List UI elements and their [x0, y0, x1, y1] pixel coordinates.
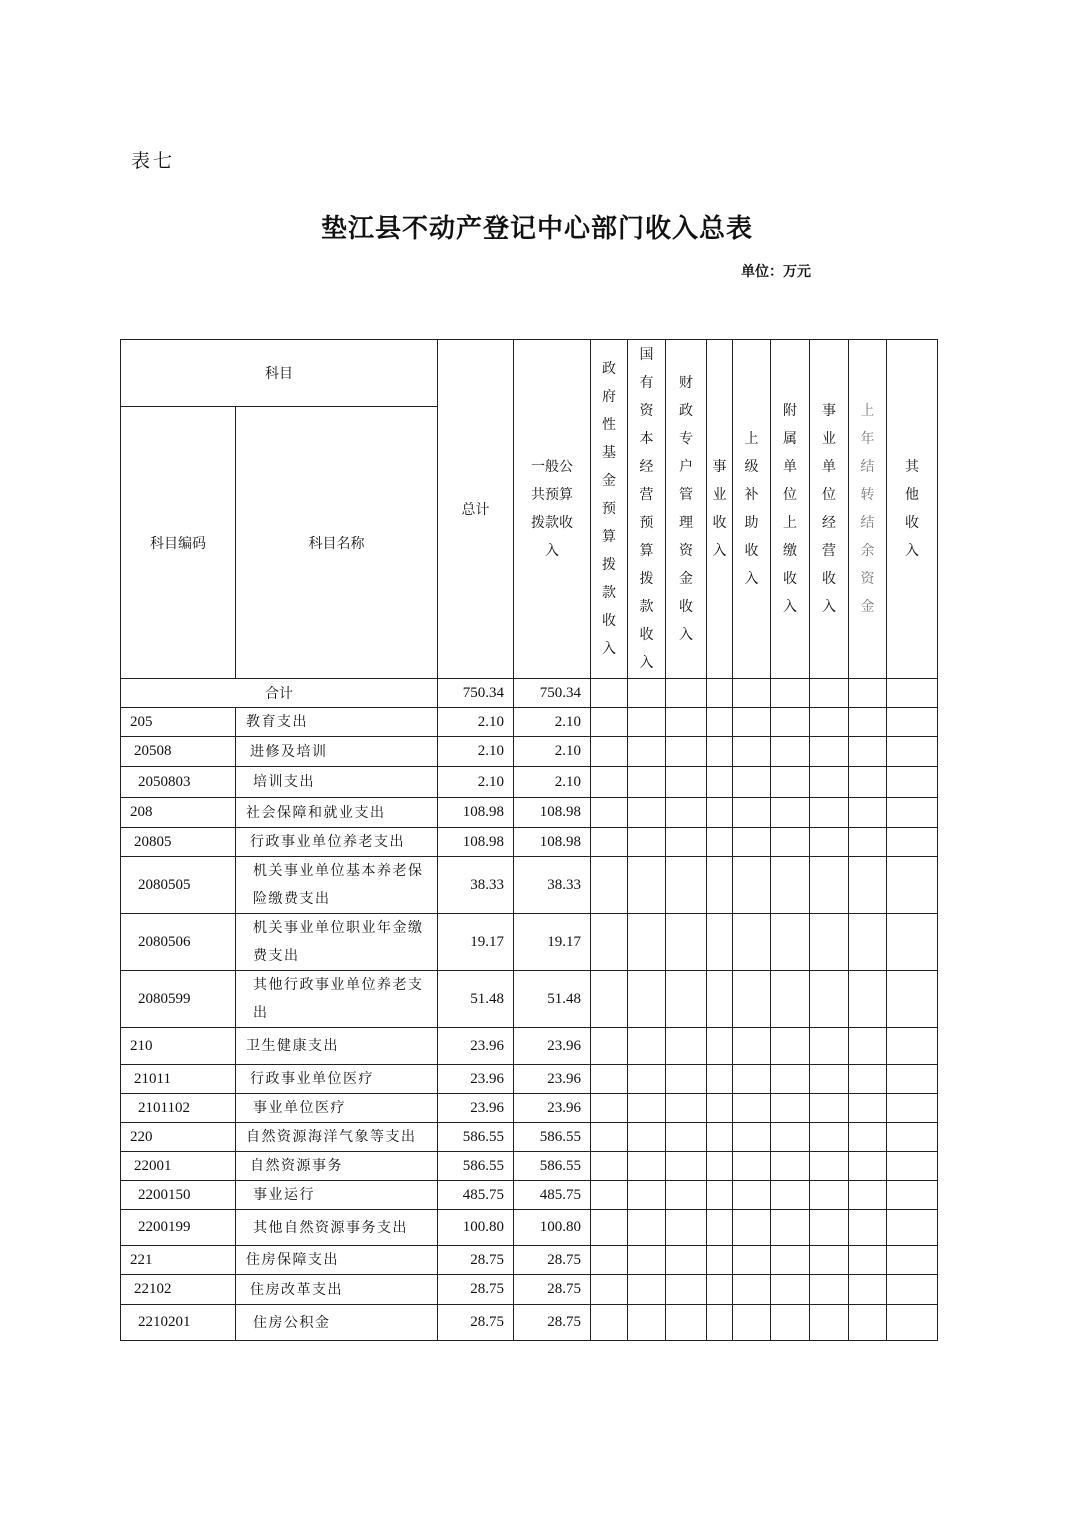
empty-cell [771, 914, 810, 971]
empty-cell [666, 1152, 707, 1181]
row-total: 2.10 [438, 767, 514, 798]
empty-cell [849, 679, 887, 708]
empty-cell [810, 1123, 849, 1152]
header-state-capital: 国有资本经营预算拨款收入 [628, 340, 666, 679]
empty-cell [887, 971, 938, 1028]
empty-cell [771, 828, 810, 857]
empty-cell [591, 1210, 628, 1246]
table-header [121, 340, 938, 679]
empty-cell [707, 1275, 733, 1305]
row-code: 208 [121, 798, 236, 828]
empty-cell [591, 914, 628, 971]
row-code: 221 [121, 1246, 236, 1275]
row-total: 28.75 [438, 1275, 514, 1305]
total-general: 750.34 [514, 679, 591, 708]
header-affiliated: 附属单位上缴收入 [771, 340, 810, 679]
table-row [121, 1210, 938, 1246]
empty-cell [591, 798, 628, 828]
row-total: 28.75 [438, 1305, 514, 1341]
empty-cell [849, 1305, 887, 1341]
row-total: 19.17 [438, 914, 514, 971]
empty-cell [733, 1028, 771, 1065]
document-title: 垫江县不动产登记中心部门收入总表 [320, 214, 753, 244]
empty-cell [771, 767, 810, 798]
empty-cell [707, 767, 733, 798]
row-total: 23.96 [438, 1094, 514, 1123]
income-summary-table [120, 339, 938, 1341]
empty-cell [771, 708, 810, 737]
row-name: 行政事业单位养老支出 [236, 828, 438, 857]
empty-cell [887, 828, 938, 857]
table-row [121, 1275, 938, 1305]
empty-cell [849, 1275, 887, 1305]
empty-cell [707, 1305, 733, 1341]
empty-cell [849, 828, 887, 857]
empty-cell [591, 708, 628, 737]
total-amount: 750.34 [438, 679, 514, 708]
empty-cell [733, 767, 771, 798]
total-label: 合计 [121, 679, 438, 708]
empty-cell [707, 914, 733, 971]
table-row [121, 1123, 938, 1152]
empty-cell [810, 1246, 849, 1275]
row-code: 205 [121, 708, 236, 737]
row-code: 22102 [121, 1275, 236, 1305]
empty-cell [771, 1305, 810, 1341]
header-code: 科目编码 [121, 407, 236, 679]
row-general: 38.33 [514, 857, 591, 914]
empty-cell [666, 679, 707, 708]
row-general: 23.96 [514, 1094, 591, 1123]
row-name: 进修及培训 [236, 737, 438, 767]
empty-cell [810, 1065, 849, 1094]
row-total: 485.75 [438, 1181, 514, 1210]
empty-cell [707, 857, 733, 914]
empty-cell [887, 1305, 938, 1341]
empty-cell [628, 1246, 666, 1275]
empty-cell [707, 971, 733, 1028]
empty-cell [810, 1210, 849, 1246]
empty-cell [849, 1246, 887, 1275]
empty-cell [849, 914, 887, 971]
empty-cell [591, 1246, 628, 1275]
empty-cell [771, 1210, 810, 1246]
empty-cell [771, 1275, 810, 1305]
row-name: 社会保障和就业支出 [236, 798, 438, 828]
empty-cell [666, 971, 707, 1028]
row-general: 586.55 [514, 1123, 591, 1152]
empty-cell [591, 1181, 628, 1210]
empty-cell [771, 1152, 810, 1181]
empty-cell [666, 1210, 707, 1246]
row-general: 485.75 [514, 1181, 591, 1210]
empty-cell [849, 1028, 887, 1065]
row-code: 22001 [121, 1152, 236, 1181]
row-general: 586.55 [514, 1152, 591, 1181]
empty-cell [887, 1275, 938, 1305]
empty-cell [771, 1181, 810, 1210]
header-subject: 科目 [121, 340, 438, 407]
row-total: 28.75 [438, 1246, 514, 1275]
empty-cell [733, 1181, 771, 1210]
row-total: 2.10 [438, 708, 514, 737]
empty-cell [666, 1028, 707, 1065]
empty-cell [771, 737, 810, 767]
empty-cell [849, 708, 887, 737]
row-code: 2080599 [121, 971, 236, 1028]
row-code: 20508 [121, 737, 236, 767]
table-row [121, 798, 938, 828]
empty-cell [733, 1246, 771, 1275]
empty-cell [810, 1275, 849, 1305]
table-row [121, 1305, 938, 1341]
header-other-income: 其他收入 [887, 340, 938, 679]
empty-cell [666, 1246, 707, 1275]
empty-cell [591, 857, 628, 914]
row-code: 2200150 [121, 1181, 236, 1210]
empty-cell [849, 857, 887, 914]
table-row [121, 1152, 938, 1181]
empty-cell [810, 737, 849, 767]
empty-cell [771, 798, 810, 828]
row-name: 其他行政事业单位养老支出 [236, 971, 438, 1028]
table-row [121, 767, 938, 798]
row-name: 自然资源海洋气象等支出 [236, 1123, 438, 1152]
empty-cell [628, 767, 666, 798]
row-total: 586.55 [438, 1123, 514, 1152]
empty-cell [628, 1094, 666, 1123]
empty-cell [666, 708, 707, 737]
empty-cell [628, 798, 666, 828]
empty-cell [666, 828, 707, 857]
empty-cell [591, 737, 628, 767]
table-row [121, 857, 938, 914]
empty-cell [733, 1152, 771, 1181]
row-code: 2200199 [121, 1210, 236, 1246]
empty-cell [733, 1065, 771, 1094]
header-total: 总计 [438, 340, 514, 679]
row-name: 事业运行 [236, 1181, 438, 1210]
header-business-income: 事业收入 [707, 340, 733, 679]
empty-cell [707, 1152, 733, 1181]
row-general: 108.98 [514, 798, 591, 828]
empty-cell [591, 1305, 628, 1341]
empty-cell [771, 1094, 810, 1123]
row-code: 2080505 [121, 857, 236, 914]
empty-cell [810, 1152, 849, 1181]
empty-cell [707, 1210, 733, 1246]
empty-cell [849, 1152, 887, 1181]
empty-cell [887, 914, 938, 971]
empty-cell [733, 914, 771, 971]
empty-cell [887, 708, 938, 737]
empty-cell [733, 971, 771, 1028]
row-total: 100.80 [438, 1210, 514, 1246]
row-name: 机关事业单位职业年金缴费支出 [236, 914, 438, 971]
row-general: 51.48 [514, 971, 591, 1028]
empty-cell [887, 679, 938, 708]
empty-cell [666, 1123, 707, 1152]
empty-cell [733, 737, 771, 767]
row-name: 卫生健康支出 [236, 1028, 438, 1065]
unit-label: 单位：万元 [741, 264, 811, 280]
empty-cell [771, 1028, 810, 1065]
header-general-budget: 一般公共预算拨款收入 [514, 340, 591, 679]
empty-cell [591, 1094, 628, 1123]
empty-cell [591, 828, 628, 857]
row-name: 自然资源事务 [236, 1152, 438, 1181]
row-total: 23.96 [438, 1065, 514, 1094]
empty-cell [591, 1028, 628, 1065]
empty-cell [628, 1065, 666, 1094]
empty-cell [887, 1123, 938, 1152]
row-code: 220 [121, 1123, 236, 1152]
header-special-account: 财政专户管理资金收入 [666, 340, 707, 679]
empty-cell [887, 1028, 938, 1065]
table-row [121, 708, 938, 737]
empty-cell [591, 1065, 628, 1094]
empty-cell [628, 679, 666, 708]
empty-cell [666, 737, 707, 767]
empty-cell [849, 971, 887, 1028]
row-total: 108.98 [438, 798, 514, 828]
empty-cell [628, 1305, 666, 1341]
empty-cell [733, 1094, 771, 1123]
header-name: 科目名称 [236, 407, 438, 679]
empty-cell [666, 798, 707, 828]
empty-cell [771, 857, 810, 914]
empty-cell [591, 679, 628, 708]
empty-cell [707, 1123, 733, 1152]
empty-cell [849, 798, 887, 828]
row-code: 210 [121, 1028, 236, 1065]
row-name: 住房公积金 [236, 1305, 438, 1341]
row-name: 培训支出 [236, 767, 438, 798]
row-total: 108.98 [438, 828, 514, 857]
empty-cell [628, 1181, 666, 1210]
table-number-label: 表七 [131, 150, 176, 172]
empty-cell [810, 1094, 849, 1123]
empty-cell [810, 1181, 849, 1210]
empty-cell [707, 737, 733, 767]
header-carryover: 上年结转结余资金 [849, 340, 887, 679]
row-name: 其他自然资源事务支出 [236, 1210, 438, 1246]
empty-cell [707, 828, 733, 857]
empty-cell [887, 1246, 938, 1275]
empty-cell [628, 828, 666, 857]
empty-cell [733, 1210, 771, 1246]
empty-cell [887, 1181, 938, 1210]
header-gov-fund: 政府性基金预算拨款收入 [591, 340, 628, 679]
empty-cell [771, 971, 810, 1028]
empty-cell [849, 1123, 887, 1152]
empty-cell [810, 1305, 849, 1341]
table-row [121, 737, 938, 767]
empty-cell [666, 914, 707, 971]
empty-cell [733, 798, 771, 828]
table-row [121, 1181, 938, 1210]
empty-cell [771, 1065, 810, 1094]
row-code: 2050803 [121, 767, 236, 798]
empty-cell [591, 767, 628, 798]
table-row [121, 1094, 938, 1123]
empty-cell [666, 1065, 707, 1094]
empty-cell [887, 737, 938, 767]
empty-cell [666, 1305, 707, 1341]
empty-cell [628, 708, 666, 737]
empty-cell [810, 828, 849, 857]
empty-cell [887, 1065, 938, 1094]
row-code: 2101102 [121, 1094, 236, 1123]
row-code: 20805 [121, 828, 236, 857]
empty-cell [628, 1210, 666, 1246]
row-general: 23.96 [514, 1065, 591, 1094]
empty-cell [849, 1094, 887, 1123]
row-name: 机关事业单位基本养老保险缴费支出 [236, 857, 438, 914]
row-name: 教育支出 [236, 708, 438, 737]
empty-cell [733, 1305, 771, 1341]
empty-cell [887, 767, 938, 798]
empty-cell [591, 1123, 628, 1152]
row-total: 2.10 [438, 737, 514, 767]
empty-cell [771, 1123, 810, 1152]
empty-cell [810, 857, 849, 914]
table-row [121, 1028, 938, 1065]
empty-cell [628, 1028, 666, 1065]
row-name: 事业单位医疗 [236, 1094, 438, 1123]
empty-cell [707, 679, 733, 708]
empty-cell [628, 1152, 666, 1181]
row-total: 586.55 [438, 1152, 514, 1181]
empty-cell [707, 708, 733, 737]
empty-cell [707, 1181, 733, 1210]
empty-cell [666, 1275, 707, 1305]
empty-cell [887, 798, 938, 828]
total-row [121, 679, 938, 708]
empty-cell [666, 1181, 707, 1210]
empty-cell [733, 857, 771, 914]
empty-cell [771, 1246, 810, 1275]
row-general: 19.17 [514, 914, 591, 971]
row-name: 住房改革支出 [236, 1275, 438, 1305]
empty-cell [810, 914, 849, 971]
row-name: 行政事业单位医疗 [236, 1065, 438, 1094]
empty-cell [733, 1275, 771, 1305]
empty-cell [628, 971, 666, 1028]
empty-cell [591, 1152, 628, 1181]
empty-cell [707, 1065, 733, 1094]
table-row [121, 914, 938, 971]
row-general: 100.80 [514, 1210, 591, 1246]
row-total: 38.33 [438, 857, 514, 914]
table-row [121, 1246, 938, 1275]
empty-cell [707, 1246, 733, 1275]
row-general: 2.10 [514, 767, 591, 798]
empty-cell [887, 1210, 938, 1246]
table-row [121, 1065, 938, 1094]
row-total: 23.96 [438, 1028, 514, 1065]
row-general: 2.10 [514, 708, 591, 737]
row-general: 108.98 [514, 828, 591, 857]
empty-cell [849, 737, 887, 767]
empty-cell [628, 857, 666, 914]
empty-cell [707, 1094, 733, 1123]
empty-cell [666, 1094, 707, 1123]
empty-cell [849, 1065, 887, 1094]
empty-cell [887, 1152, 938, 1181]
empty-cell [887, 1094, 938, 1123]
row-code: 21011 [121, 1065, 236, 1094]
row-general: 28.75 [514, 1275, 591, 1305]
empty-cell [591, 971, 628, 1028]
empty-cell [810, 1028, 849, 1065]
row-code: 2210201 [121, 1305, 236, 1341]
empty-cell [849, 767, 887, 798]
empty-cell [666, 767, 707, 798]
row-general: 2.10 [514, 737, 591, 767]
row-total: 51.48 [438, 971, 514, 1028]
row-name: 住房保障支出 [236, 1246, 438, 1275]
empty-cell [810, 798, 849, 828]
row-code: 2080506 [121, 914, 236, 971]
empty-cell [849, 1210, 887, 1246]
empty-cell [733, 679, 771, 708]
empty-cell [628, 737, 666, 767]
empty-cell [707, 798, 733, 828]
table-row [121, 971, 938, 1028]
table-body [121, 679, 938, 1341]
empty-cell [628, 1275, 666, 1305]
empty-cell [733, 708, 771, 737]
row-general: 28.75 [514, 1305, 591, 1341]
empty-cell [771, 679, 810, 708]
empty-cell [628, 1123, 666, 1152]
empty-cell [887, 857, 938, 914]
header-operating: 事业单位经营收入 [810, 340, 849, 679]
empty-cell [810, 971, 849, 1028]
empty-cell [810, 708, 849, 737]
empty-cell [707, 1028, 733, 1065]
empty-cell [591, 1275, 628, 1305]
empty-cell [810, 679, 849, 708]
header-superior-subsidy: 上级补助收入 [733, 340, 771, 679]
table-row [121, 828, 938, 857]
empty-cell [810, 767, 849, 798]
empty-cell [849, 1181, 887, 1210]
empty-cell [733, 1123, 771, 1152]
empty-cell [666, 857, 707, 914]
empty-cell [628, 914, 666, 971]
row-general: 23.96 [514, 1028, 591, 1065]
row-general: 28.75 [514, 1246, 591, 1275]
empty-cell [733, 828, 771, 857]
